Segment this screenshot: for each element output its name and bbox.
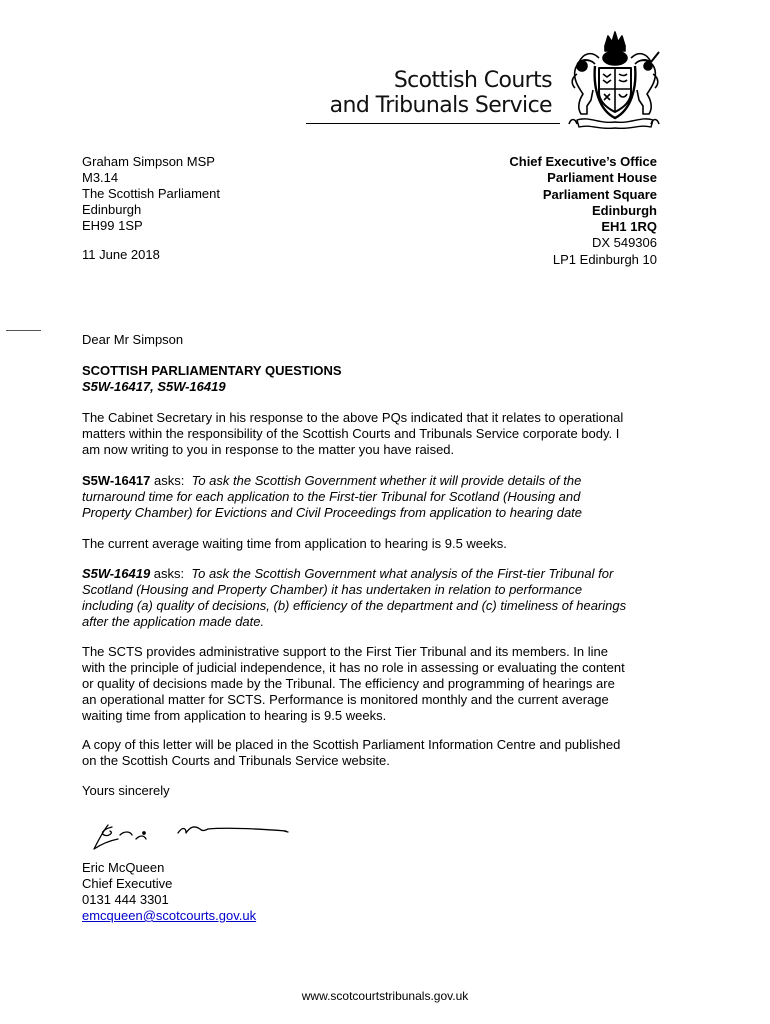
- royal-coat-of-arms-icon: [555, 28, 675, 132]
- margin-fold-mark: [6, 330, 41, 331]
- signatory-email-link[interactable]: emcqueen@scotcourts.gov.uk: [82, 908, 257, 923]
- closing: Yours sincerely: [82, 783, 170, 798]
- question-ref: S5W-16417: [82, 473, 151, 488]
- subject-refs: S5W-16417, S5W-16419: [82, 379, 226, 394]
- question-text: To ask the Scottish Government whether it will provide details of the: [191, 473, 582, 488]
- question-text: after the application made date.: [82, 614, 265, 629]
- question-2: [82, 566, 682, 630]
- recipient-line: M3.14: [82, 170, 119, 185]
- paragraph-line: an operational matter for SCTS. Performance is monitored monthly and the current average: [82, 692, 609, 707]
- paragraph-line: waiting time from application to hearing is 9.5 weeks.: [82, 708, 387, 723]
- subject-heading: [82, 363, 682, 395]
- sender-address: [400, 154, 657, 268]
- recipient-line: EH99 1SP: [82, 218, 143, 233]
- recipient-address: [82, 154, 382, 234]
- subject-title: SCOTTISH PARLIAMENTARY QUESTIONS: [82, 363, 342, 378]
- paragraph-line: am now writing to you in response to the matter you have raised.: [82, 442, 455, 457]
- answer-1: The current average waiting time from application to hearing is 9.5 weeks.: [82, 536, 507, 551]
- organisation-name-line1: Scottish Courts: [393, 68, 552, 93]
- paragraph-line: The Cabinet Secretary in his response to the above PQs indicated that it relates to operational: [82, 410, 624, 425]
- paragraph-line: on the Scottish Courts and Tribunals Service website.: [82, 753, 390, 768]
- question-text: turnaround time for each application to the First-tier Tribunal for Scotland (Housing and: [82, 489, 581, 504]
- question-text: To ask the Scottish Government what analysis of the First-tier Tribunal for: [191, 566, 614, 581]
- paragraph-line: matters within the responsibility of the Scottish Courts and Tribunals Service corporate body. I: [82, 426, 620, 441]
- question-first-line: [82, 566, 682, 582]
- handwritten-signature: [90, 815, 300, 855]
- copy-note: [82, 737, 682, 769]
- signatory-phone: 0131 444 3301: [82, 892, 169, 907]
- sender-line: Parliament Square: [542, 186, 657, 202]
- question-text: including (a) quality of decisions, (b) efficiency of the department and (c) timeliness of hearings: [82, 598, 627, 613]
- organisation-name-line2: and Tribunals Service: [329, 93, 552, 118]
- sender-line: Parliament House: [547, 170, 657, 186]
- salutation: Dear Mr Simpson: [82, 332, 184, 347]
- sender-line: EH1 1RQ: [601, 219, 657, 235]
- recipient-line: Edinburgh: [82, 202, 142, 217]
- footer-website: www.scotcourtstribunals.gov.uk: [301, 989, 469, 1003]
- logo-underline: [306, 123, 560, 124]
- signatory-name: Eric McQueen: [82, 860, 165, 875]
- signatory-role: Chief Executive: [82, 876, 173, 891]
- recipient-line: Graham Simpson MSP: [82, 154, 215, 169]
- question-asks: asks:: [150, 473, 192, 488]
- signoff-block: [82, 860, 256, 924]
- sender-lp: LP1 Edinburgh 10: [552, 251, 657, 267]
- paragraph-line: The SCTS provides administrative support to the First Tier Tribunal and its members. In line: [82, 644, 608, 659]
- question-asks: asks:: [150, 566, 192, 581]
- paragraph-line: or quality of decisions made by the Tribunal. The efficiency and programming of hearings are: [82, 676, 615, 691]
- sender-line: Edinburgh: [592, 202, 657, 218]
- letter-date: 11 June 2018: [82, 247, 160, 262]
- organisation-name: [306, 68, 552, 118]
- sender-line: Chief Executive’s Office: [509, 154, 657, 169]
- paragraph-line: A copy of this letter will be placed in the Scottish Parliament Information Centre and published: [82, 737, 621, 752]
- question-text: Property Chamber) for Evictions and Civil Proceedings from application to hearing date: [82, 505, 583, 520]
- paragraph-line: with the principle of judicial independence, it has no role in assessing or evaluating the content: [82, 660, 625, 675]
- answer-2: [82, 644, 682, 724]
- recipient-line: The Scottish Parliament: [82, 186, 221, 201]
- intro-paragraph: [82, 410, 682, 458]
- question-1: [82, 473, 682, 521]
- question-ref: S5W-16419: [82, 566, 151, 581]
- question-text: Scotland (Housing and Property Chamber) it has undertaken in relation to performance: [82, 582, 583, 597]
- question-first-line: [82, 473, 682, 489]
- sender-dx: DX 549306: [591, 235, 657, 251]
